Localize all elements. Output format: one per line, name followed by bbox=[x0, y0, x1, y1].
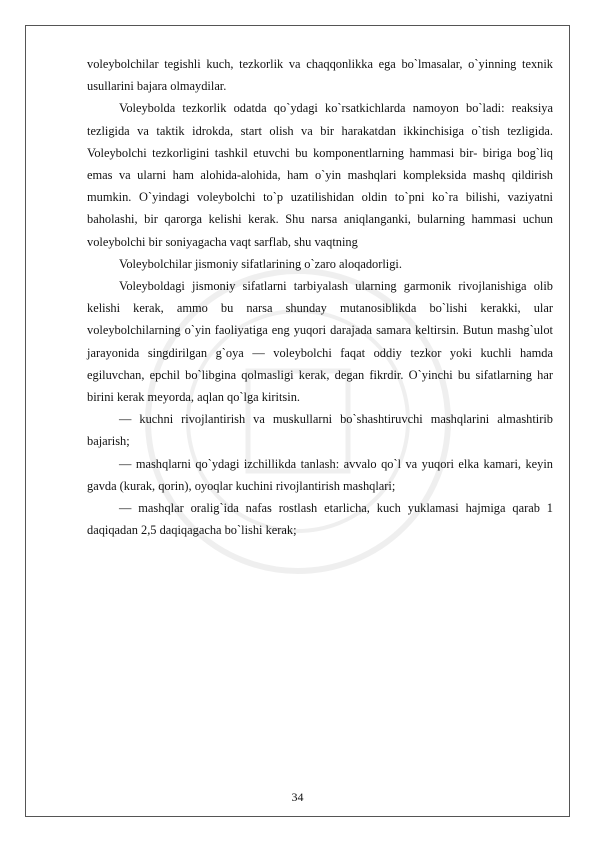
document-body bbox=[87, 53, 553, 541]
paragraph-heading: Voleybolchilar jismoniy sifatlarining o`zaro aloqadorligi. bbox=[119, 256, 402, 271]
list-item: — kuchni rivojlantirish va muskullarni bo`shashtiruvchi mashqlarini almashtirib bajarish; bbox=[87, 412, 553, 449]
paragraph-2: Voleybolda tezkorlik odatda qo`ydagi ko`rsatkichlarda namoyon bo`ladi: reaksiya tezligida va taktik idrokda, start olish va bir harakatdan ikkinchisiga o`tish tezligida. Voleybolchi tezkorligini tashkil etuvchi bu komponentlarning hammasi bir- biriga bog`liq emas va ularni ham alohida-alohida, ham o`yin mashqlari kompleksida mashq qildirish mumkin. O`yindagi voleybolchi to`p uzatilishidan oldin to`pni ko`ra bilishi, vaziyatni baholashi, bir qarorga kelishi kerak. Shu narsa aniqlanganki, bularning hammasi uchun voleybolchi bir soniyagacha vaqt sarflab, shu vaqtning bbox=[87, 101, 553, 249]
paragraph-3: Voleyboldagi jismoniy sifatlarni tarbiyalash ularning garmonik rivojlanishiga olib kelishi kerak, ammo bu narsa shunday mutanosiblikda bo`lishi kerakki, ular voleybolchilarning o`yin faoliyatiga eng yuqori darajada samara keltirsin. Butun mashg`ulot jarayonida singdirilgan g`oya — voleybolchi faqat oddiy tezkor yoki kuchli hamda egiluvchan, epchil bo`libgina qolmasligi kerak, degan fikrdir. O`yinchi bu sifatlarning har birini kerak meyorda, aqlan qo`lga kiritsin. bbox=[87, 279, 553, 405]
page-number: 34 bbox=[291, 790, 304, 804]
list-item: — mashqlarni qo`ydagi izchillikda tanlash: avvalo qo`l va yuqori elka kamari, keyin gavda (kurak, qorin), oyoqlar kuchini rivojlantirish mashqlari; bbox=[87, 456, 553, 493]
paragraph-1: voleybolchilar tegishli kuch, tezkorlik va chaqqonlikka ega bo`lmasalar, o`yinning texnik usullarini bajara olmaydilar. bbox=[87, 57, 553, 94]
list-item: — mashqlar oralig`ida nafas rostlash etarlicha, kuch yuklamasi hajmiga qarab 1 daqiqadan 2,5 daqiqagacha bo`lishi kerak; bbox=[87, 501, 553, 538]
